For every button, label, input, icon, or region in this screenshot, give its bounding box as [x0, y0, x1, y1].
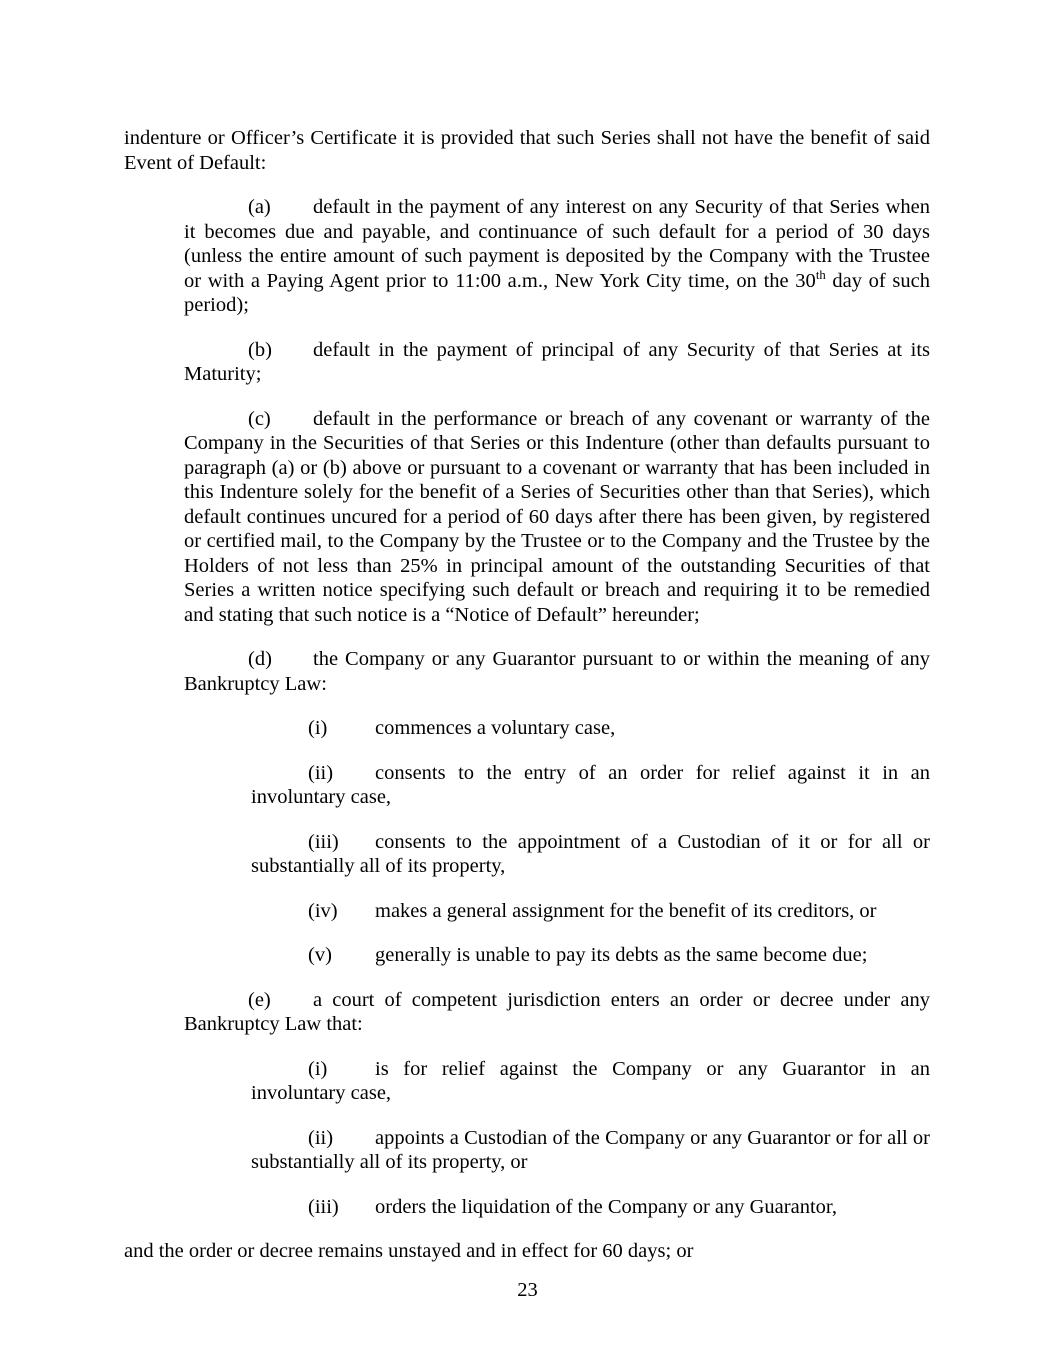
clause-a-superscript: th — [815, 267, 826, 282]
clause-a-label: (a) — [248, 196, 271, 218]
clause-d-text: the Company or any Guarantor pursuant to or within the meaning of any Bankruptcy Law: — [184, 648, 930, 695]
clause-e-i-label: (i) — [308, 1057, 328, 1080]
clause-d-label: (d) — [248, 648, 272, 670]
clause-d-ii-text: consents to the entry of an order for relief against it in an involuntary case, — [251, 761, 930, 808]
clause-d-i-label: (i) — [308, 717, 328, 739]
clause-d-i-text: commences a voluntary case, — [375, 717, 616, 739]
clause-d-ii-label: (ii) — [308, 761, 334, 784]
clause-e-iii-label: (iii) — [308, 1195, 339, 1218]
clause-e-text: a court of competent jurisdiction enters an order or decree under any Bankruptcy Law that: — [184, 988, 930, 1035]
clause-d-v-text: generally is unable to pay its debts as the same become due; — [375, 944, 868, 966]
clause-e-ii-text: appoints a Custodian of the Company or any Guarantor or for all or substantially all of its property, or — [251, 1126, 930, 1173]
clause-a-text-after: day of such period); — [184, 269, 930, 316]
clause-e-subitem-i — [251, 1057, 930, 1106]
page-number: 23 — [517, 1279, 538, 1301]
clause-a-text: default in the payment of any interest on any Security of that Series when it becomes due and payable, and continuance of such default for a period of 30 days (unless the entire amount of such payment is deposited by the Company with the Trustee or with a Paying Agent prior to 11:00 a.m., New York City time, on the 30 — [184, 196, 930, 292]
clause-e — [184, 988, 930, 1037]
closing-paragraph — [124, 1239, 930, 1264]
clause-d — [184, 647, 930, 696]
clause-d-iii-text: consents to the appointment of a Custodian of it or for all or substantially all of its property, — [251, 830, 930, 877]
clause-c — [184, 407, 930, 628]
document-body — [124, 126, 930, 1264]
clause-d-subitem-v — [251, 943, 930, 968]
clause-e-i-text: is for relief against the Company or any Guarantor in an involuntary case, — [251, 1057, 930, 1104]
clause-d-v-label: (v) — [308, 944, 332, 966]
clause-d-subitem-i — [251, 716, 930, 741]
clause-e-label: (e) — [248, 988, 271, 1011]
clause-b-text: default in the payment of principal of any Security of that Series at its Maturity; — [184, 338, 930, 385]
clause-a — [184, 195, 930, 318]
clause-b — [184, 338, 930, 387]
clause-e-subitem-ii — [251, 1126, 930, 1175]
clause-d-iv-label: (iv) — [308, 899, 338, 922]
clause-e-subitem-iii — [251, 1195, 930, 1220]
clause-d-subitem-ii — [251, 761, 930, 810]
clause-e-iii-text: orders the liquidation of the Company or any Guarantor, — [375, 1195, 838, 1218]
clause-c-label: (c) — [248, 407, 271, 430]
clause-d-iv-text: makes a general assignment for the benefit of its creditors, or — [375, 899, 877, 922]
clause-c-text: default in the performance or breach of any covenant or warranty of the Company in the Securities of that Series or this Indenture (other than defaults pursuant to paragraph (a) or (b) above or pursuant to a covenant or warranty that has been included in this Indenture solely for the benefit of a Series of Securities other than that Series), which default continues uncured for a period of 60 days after there has been given, by registered or certified mail, to the Company by the Trustee or to the Company and the Trustee by the Holders of not less than 25% in principal amount of the outstanding Securities of that Series a written notice specifying such default or breach and requiring it to be remedied and stating that such notice is a “Notice of Default” hereunder; — [184, 407, 930, 626]
clause-d-iii-label: (iii) — [308, 830, 339, 853]
clause-b-label: (b) — [248, 338, 272, 361]
intro-text: indenture or Officer’s Certificate it is provided that such Series shall not have the benefit of said Event of Default: — [124, 127, 930, 174]
intro-paragraph — [124, 126, 930, 175]
closing-text: and the order or decree remains unstayed and in effect for 60 days; or — [124, 1240, 694, 1262]
clause-e-ii-label: (ii) — [308, 1126, 334, 1149]
clause-d-subitem-iii — [251, 830, 930, 879]
clause-d-subitem-iv — [251, 899, 930, 924]
